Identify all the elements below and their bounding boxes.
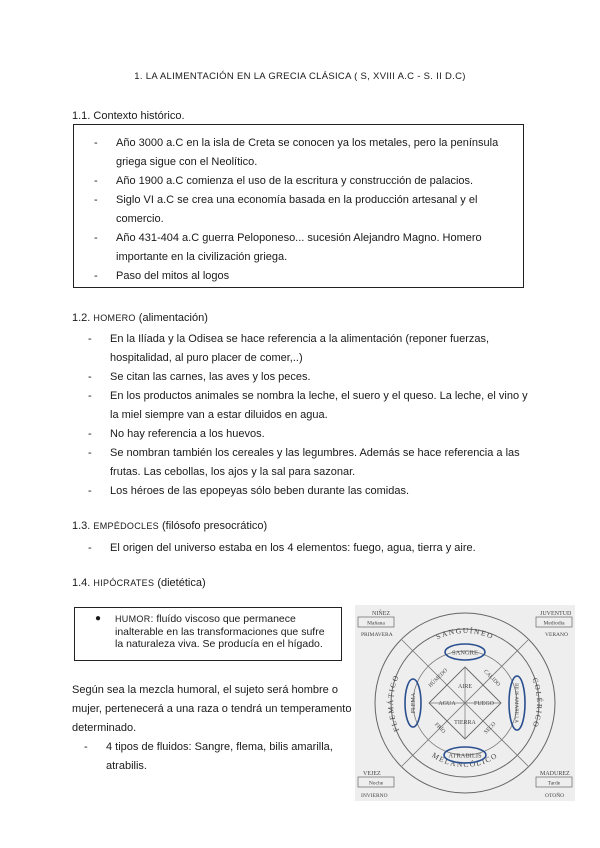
corner-age-tr: JUVENTUD — [540, 611, 572, 617]
humoral-diagram-svg — [355, 605, 575, 801]
section-number: 1.4. — [72, 577, 91, 589]
humor-text: : fluído viscoso que permanece inalterable en las transformaciones que sufre la naturaleza viva. Se producía en el hígado. — [115, 613, 325, 650]
humor-left: FLEMA — [411, 692, 417, 714]
humor-top: SANGRE — [451, 649, 479, 657]
corner-age-br: MADUREZ — [540, 771, 570, 777]
corner-time-bl: Noche — [368, 780, 384, 787]
list-item: - Año 1900 a.C comienza el uso de la escritura y construcción de palacios. — [82, 172, 523, 191]
humor-paragraph: Según sea la mezcla humoral, el sujeto será hombre o mujer, pertenecerá a una raza o tendrá un temperamento determinado. — [72, 684, 352, 734]
element-top: AIRE — [458, 684, 472, 690]
section-sub: (dietética) — [157, 577, 206, 589]
list-item: - Se nombran también los cereales y las legumbres. Además se hace referencia a las frutas. Las cebollas, los ajos y la sal para sazonar. — [76, 444, 536, 482]
section-heading-empedocles — [72, 520, 267, 532]
humor-label: HUMOR — [115, 614, 151, 624]
quality-bl: FRÍO — [433, 721, 447, 735]
temperament-bottom: MELANCÓLICO — [430, 750, 500, 770]
context-box — [73, 124, 524, 288]
section-name: HIPÓCRATES — [93, 578, 155, 588]
list-item: - Los héroes de las epopeyas sólo beben durante las comidas. — [76, 482, 536, 501]
list-item: - Se citan las carnes, las aves y los peces. — [76, 368, 536, 387]
list-item: - 4 tipos de fluidos: Sangre, flema, bilis amarilla, atrabilis. — [72, 738, 362, 776]
list-item: - En los productos animales se nombra la leche, el suero y el queso. La leche, el vino y la miel siempre van a estar diluidos en agua. — [76, 387, 536, 425]
section-heading-homero — [72, 312, 208, 324]
element-bottom: TIERRA — [454, 720, 476, 726]
temperament-left: FLEMÁTICO — [385, 672, 402, 734]
section-name: HOMERO — [93, 313, 136, 323]
corner-season-bl: INVIERNO — [361, 793, 388, 799]
section-sub: (alimentación) — [138, 312, 208, 324]
corner-season-br: OTOÑO — [545, 793, 565, 799]
corner-time-tr: Mediodía — [543, 620, 565, 627]
section-heading-contexto: 1.1. Contexto histórico. — [72, 110, 185, 122]
temperament-right: COLÉRICO — [530, 676, 545, 730]
list-item: - El origen del universo estaba en los 4 elementos: fuego, agua, tierra y aire. — [76, 539, 536, 558]
list-item: - Siglo VI a.C se crea una economía basada en la producción artesanal y el comercio. — [82, 191, 523, 229]
fluids-list — [72, 738, 362, 776]
temperament-top: SANGUÍNEO — [434, 625, 496, 642]
element-left: AGUA — [438, 701, 456, 707]
homero-list — [76, 330, 536, 501]
list-item: - No hay referencia a los huevos. — [76, 425, 536, 444]
context-list — [82, 134, 523, 286]
list-item: - Año 431-404 a.C guerra Peloponeso... sucesión Alejandro Magno. Homero importante en la civilización griega. — [82, 229, 523, 267]
corner-age-bl: VEJEZ — [363, 771, 381, 777]
humoral-diagram — [355, 605, 575, 801]
corner-age-tl: NIÑEZ — [372, 611, 390, 617]
list-item: - En la Ilíada y la Odisea se hace referencia a la alimentación (reponer fuerzas, hospitalidad, al puro placer de comer,..) — [76, 330, 536, 368]
page-title: 1. LA ALIMENTACIÓN EN LA GRECIA CLÁSICA ( S, XVIII A.C - S. II D.C) — [134, 71, 466, 82]
humor-definition-box — [74, 607, 342, 661]
element-right: FUEGO — [473, 701, 495, 707]
section-sub: (filósofo presocrático) — [162, 520, 268, 532]
humor-bottom: ATRABILIS — [448, 752, 482, 760]
bullet-icon: ● — [95, 613, 102, 624]
section-name: EMPÉDOCLES — [93, 521, 159, 531]
quality-tl: HÚMEDO — [427, 667, 449, 689]
corner-time-br: Tarde — [547, 780, 561, 787]
quality-br: SECO — [483, 721, 498, 736]
list-item: - Año 3000 a.C en la isla de Creta se conocen ya los metales, pero la península griega sigue con el Neolítico. — [82, 134, 523, 172]
section-number: 1.3. — [72, 520, 91, 532]
corner-time-tl: Mañana — [367, 620, 385, 627]
section-number: 1.2. — [72, 312, 91, 324]
empedocles-list — [76, 539, 536, 558]
quality-tr: CALIDO — [482, 668, 502, 688]
corner-season-tr: VERANO — [545, 632, 568, 638]
humor-right: BILIS AMARILLA — [513, 683, 518, 723]
corner-season-tl: PRIMAVERA — [361, 632, 393, 638]
list-item: - Paso del mitos al logos — [82, 267, 523, 286]
section-heading-hipocrates — [72, 577, 206, 589]
